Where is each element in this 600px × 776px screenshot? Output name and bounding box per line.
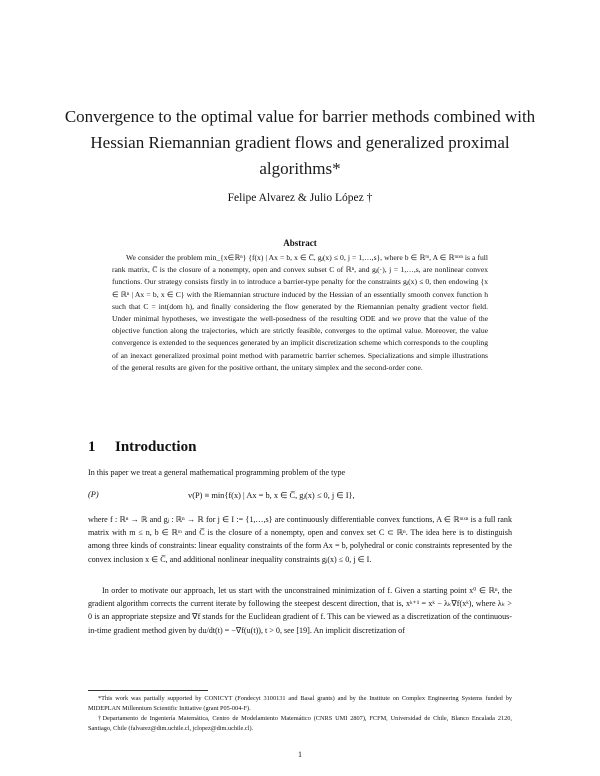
footnote-funding: *This work was partially supported by CONICYT (Fondecyt 3100131 and Basal grants) and by the Institute on Complex Engineering Systems funded by MIDEPLAN Millennium Scientific Initiative (grant P05-004-F). (88, 695, 512, 712)
intro-paragraph-1: In this paper we treat a general mathematical programming problem of the type (88, 468, 346, 477)
section-number: 1 (88, 439, 96, 455)
intro-paragraph-2: where f : ℝⁿ → ℝ and gⱼ : ℝⁿ → ℝ for j ∈ I := {1,…,s} are continuously differentiable convex functions, A ∈ ℝᵐˣⁿ is a full rank matrix with m ≤ n, b ∈ ℝᵐ and C̅ is the closure of a nonempty, open and convex set C ⊂ ℝⁿ. The idea here is to distinguish among three kinds of constraints: linear equality constraints of the form Ax = b, polyhedral or conic constraints represented by the convex inclusion x ∈ C̅, and additional nonlinear inequality constraints gⱼ(x) ≤ 0, j ∈ I. (88, 515, 512, 564)
abstract-heading: Abstract (283, 238, 317, 248)
section-heading (88, 439, 196, 456)
footnote-divider (88, 690, 208, 691)
section-title: Introduction (115, 439, 197, 455)
intro-paragraph-3: In order to motivate our approach, let us start with the unconstrained minimization of f. Given a starting point x⁰ ∈ ℝⁿ, the gradient algorithm corrects the current iterate by following the steepest descent direction, that is, xᵏ⁺¹ = xᵏ − λₖ∇f(xᵏ), where λₖ > 0 is an appropriate stepsize and ∇f stands for the Euclidean gradient of f. This can be viewed as a discretization of the continuous-in-time gradient method given by du/dt(t) = −∇f(u(t)), t > 0, see [19]. An implicit discretization of (88, 586, 512, 635)
equation-expression: v(P) ≡ min{f(x) | Ax = b, x ∈ C̅, gⱼ(x) ≤ 0, j ∈ I}, (188, 491, 355, 500)
abstract-text: We consider the problem min_{x∈ℝⁿ} {f(x) | Ax = b, x ∈ C̅, gⱼ(x) ≤ 0, j = 1,…,s}, where b ∈ ℝᵐ, A ∈ ℝᵐˣⁿ is a full rank matrix, C̅ is the closure of a nonempty, open and convex subset C of ℝⁿ, and gⱼ(·), j = 1,…,s, are nonlinear convex functions. Our strategy consists firstly in to introduce a barrier-type penalty for the constraints gⱼ(x) ≤ 0, then endowing {x ∈ ℝⁿ | Ax = b, x ∈ C} with the Riemannian structure induced by the Hessian of an essentially smooth convex function h such that C = int(dom h), and finally considering the flow generated by the Riemannian penalty gradient vector field. Under minimal hypotheses, we investigate the well-posedness of the resulting ODE and we prove that the value of the objective function along the trajectories, which are strictly feasible, converges to the optimal value. Moreover, the value convergence is extended to the sequences generated by an implicit discretization scheme which corresponds to the coupling of an inexact generalized proximal point method with parametric barrier schemes. Specializations and simple illustrations of the general results are given for the positive orthant, the unitary simplex and the second-order cone. (112, 253, 488, 372)
footnote-affiliation: †Departamento de Ingeniería Matemática, Centro de Modelamiento Matemático (CNRS UMI 2807), FCFM, Universidad de Chile, Blanco Encalada 2120, Santiago, Chile (falvarez@dim.uchile.cl, jclopez@dim.uchile.cl). (88, 715, 512, 732)
paper-title: Convergence to the optimal value for barrier methods combined with Hessian Riemannian gradient flows and generalized proximal algorithms* (64, 107, 536, 178)
paper-authors: Felipe Alvarez & Julio López † (227, 192, 373, 204)
equation-label: (P) (88, 490, 99, 499)
page-number: 1 (298, 750, 302, 759)
footnotes (88, 694, 512, 734)
